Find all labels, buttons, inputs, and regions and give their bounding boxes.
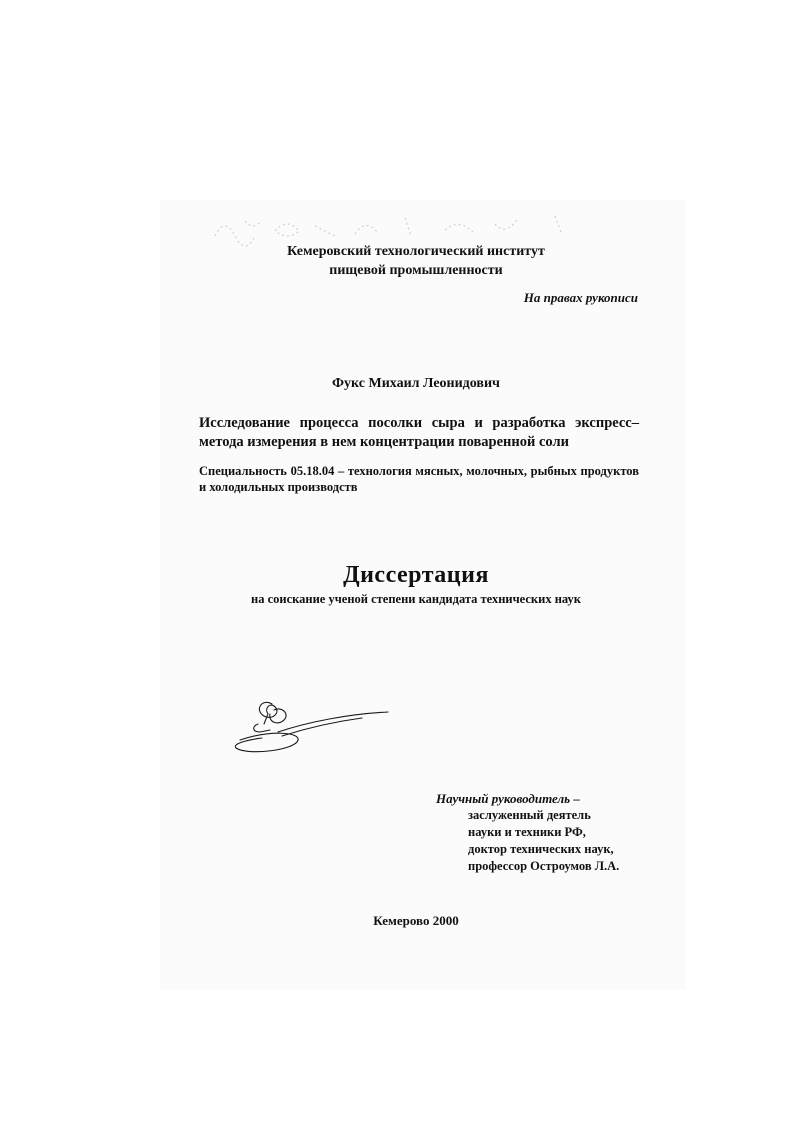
supervisor-credentials bbox=[468, 807, 678, 875]
handwritten-signature bbox=[228, 696, 398, 766]
supervisor-line: доктор технических наук, bbox=[468, 842, 614, 856]
document-type: Диссертация bbox=[343, 562, 489, 588]
supervisor-line: заслуженный деятель bbox=[468, 808, 591, 822]
institute-name bbox=[200, 242, 632, 280]
author-name: Фукс Михаил Леонидович bbox=[332, 376, 500, 391]
institute-line-1: Кемеровский технологический институт bbox=[287, 244, 545, 259]
supervisor-line: профессор Остроумов Л.А. bbox=[468, 859, 620, 873]
supervisor-line: науки и техники РФ, bbox=[468, 825, 586, 839]
supervisor-role: Научный руководитель – bbox=[436, 791, 580, 806]
city-year: Кемерово 2000 bbox=[373, 913, 459, 928]
thesis-title: Исследование процесса посолки сыра и разработка экспресс–метода измерения в нем концентрации поваренной соли bbox=[199, 415, 639, 450]
specialty: Специальность 05.18.04 – технология мясных, молочных, рыбных продуктов и холодильных производств bbox=[199, 464, 639, 494]
rights-note: На правах рукописи bbox=[523, 290, 638, 305]
institute-line-2: пищевой промышленности bbox=[329, 263, 503, 278]
degree-line: на соискание ученой степени кандидата технических наук bbox=[251, 592, 581, 606]
